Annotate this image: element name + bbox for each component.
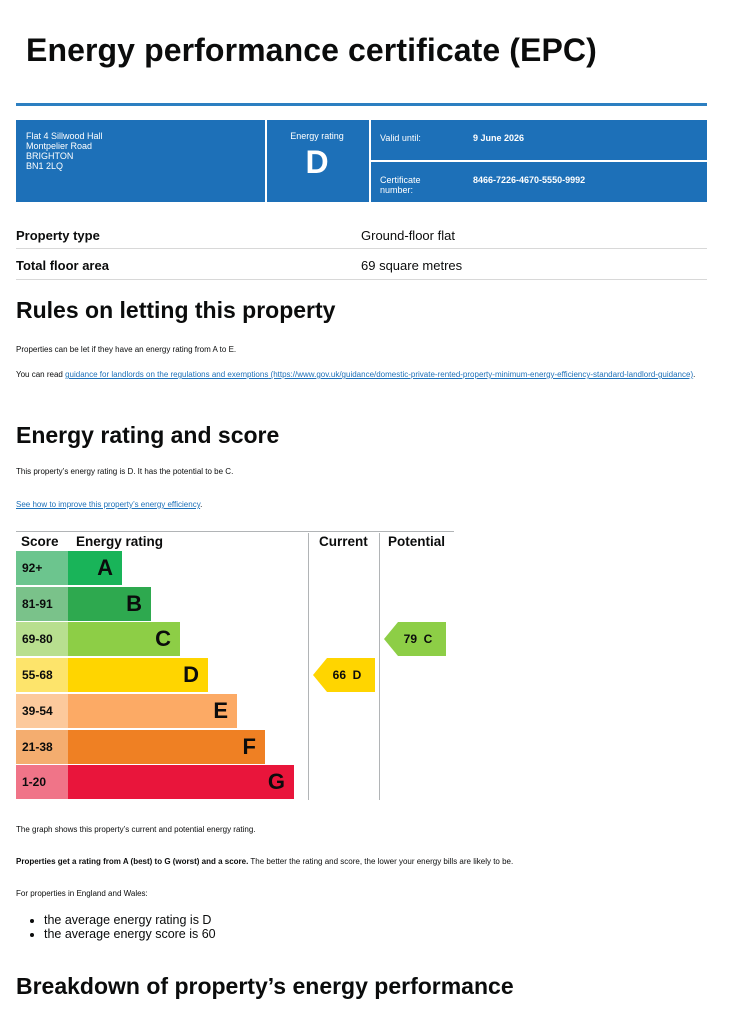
certificate-number-label: Certificate number: xyxy=(380,175,421,195)
potential-rating-marker xyxy=(384,622,446,656)
certificate-number-value: 8466-7226-4670-5550-9992 xyxy=(473,175,586,185)
summary-value: Ground-floor flat xyxy=(361,228,455,243)
title-divider xyxy=(16,103,707,106)
list-item: • the average energy rating is D xyxy=(44,913,216,927)
band-letter: A xyxy=(97,555,113,580)
rules-heading: Rules on letting this property xyxy=(16,297,336,323)
summary-key: Property type xyxy=(16,228,100,243)
address-line: BRIGHTON xyxy=(26,151,74,161)
address-line: Flat 4 Sillwood Hall xyxy=(26,131,103,141)
band-score-range: 55-68 xyxy=(16,658,68,692)
column-header-current: Current xyxy=(319,534,368,549)
guidance-paragraph: You can read guidance for landlords on the regulations and exemptions (https://www.gov.uk/guidance/domestic-private-rented-property-minimum-energy-efficiency-standard-landlord-guidance). xyxy=(16,370,696,379)
address xyxy=(26,131,103,171)
column-header-energy-rating: Energy rating xyxy=(76,534,164,549)
current-rating-marker-label: 66 D xyxy=(332,668,362,683)
certificate-header xyxy=(16,120,707,202)
band-letter: E xyxy=(213,697,228,723)
band-letter: G xyxy=(267,769,285,795)
band-bar xyxy=(68,658,208,692)
summary-row-property-type xyxy=(16,228,707,249)
band-letter: B xyxy=(126,590,142,616)
valid-until-label: Valid until: xyxy=(380,133,421,143)
address-line: BN1 2LQ xyxy=(26,161,64,171)
band-bar xyxy=(68,551,122,585)
guidance-link[interactable]: guidance for landlords on the regulations and exemptions (https://www.gov.uk/guidance/domestic-private-rented-property-minimum-energy-efficiency-standard-landlord-guidance) xyxy=(65,370,694,379)
divider xyxy=(371,160,707,162)
band-score-range: 92+ xyxy=(16,551,68,585)
band-score-range: 39-54 xyxy=(16,694,68,728)
column-separator xyxy=(308,533,309,800)
band-score-range: 81-91 xyxy=(16,587,68,621)
band-bar xyxy=(68,587,151,621)
band-score-range: 69-80 xyxy=(16,622,68,656)
band-bar xyxy=(68,694,237,728)
improve-paragraph: See how to improve this property’s energy efficiency. xyxy=(16,500,203,509)
summary-row-floor-area xyxy=(16,258,707,280)
improve-efficiency-link[interactable]: See how to improve this property’s energy efficiency xyxy=(16,500,201,509)
breakdown-heading: Breakdown of property’s energy performance xyxy=(16,973,514,999)
band-score-range: 1-20 xyxy=(16,765,68,799)
rules-paragraph: Properties can be let if they have an energy rating from A to E. xyxy=(16,345,237,354)
potential-rating-marker-label: 79 C xyxy=(403,632,433,647)
energy-heading: Energy rating and score xyxy=(16,422,280,448)
band-letter: C xyxy=(155,626,171,652)
band-letter: F xyxy=(242,733,256,759)
address-line: Montpelier Road xyxy=(26,141,93,151)
valid-until-value: 9 June 2026 xyxy=(473,133,525,143)
england-wales-text: For properties in England and Wales: xyxy=(16,889,148,898)
column-header-score: Score xyxy=(21,534,59,549)
rating-label: Energy rating xyxy=(290,131,344,141)
band-letter: D xyxy=(183,662,199,688)
current-rating-letter: D xyxy=(305,144,329,180)
current-rating-marker xyxy=(313,658,375,692)
chart-top-border xyxy=(16,531,454,532)
average-list xyxy=(16,913,216,941)
band-bar xyxy=(68,622,180,656)
page-title: Energy performance certificate (EPC) xyxy=(26,32,597,68)
summary-value: 69 square metres xyxy=(361,258,463,273)
energy-rating-chart xyxy=(16,531,454,800)
column-separator xyxy=(379,533,380,800)
column-header-potential: Potential xyxy=(388,534,446,549)
summary-key: Total floor area xyxy=(16,258,109,273)
band-score-range: 21-38 xyxy=(16,730,68,764)
rating-explanation: Properties get a rating from A (best) to G (worst) and a score. The better the rating and score, the lower your energy bills are likely to be. xyxy=(16,857,514,866)
energy-paragraph: This property’s energy rating is D. It has the potential to be C. xyxy=(16,467,234,476)
band-bar xyxy=(68,765,294,799)
band-bar xyxy=(68,730,265,764)
list-item: • the average energy score is 60 xyxy=(44,927,216,941)
graph-caption: The graph shows this property’s current and potential energy rating. xyxy=(16,825,256,834)
